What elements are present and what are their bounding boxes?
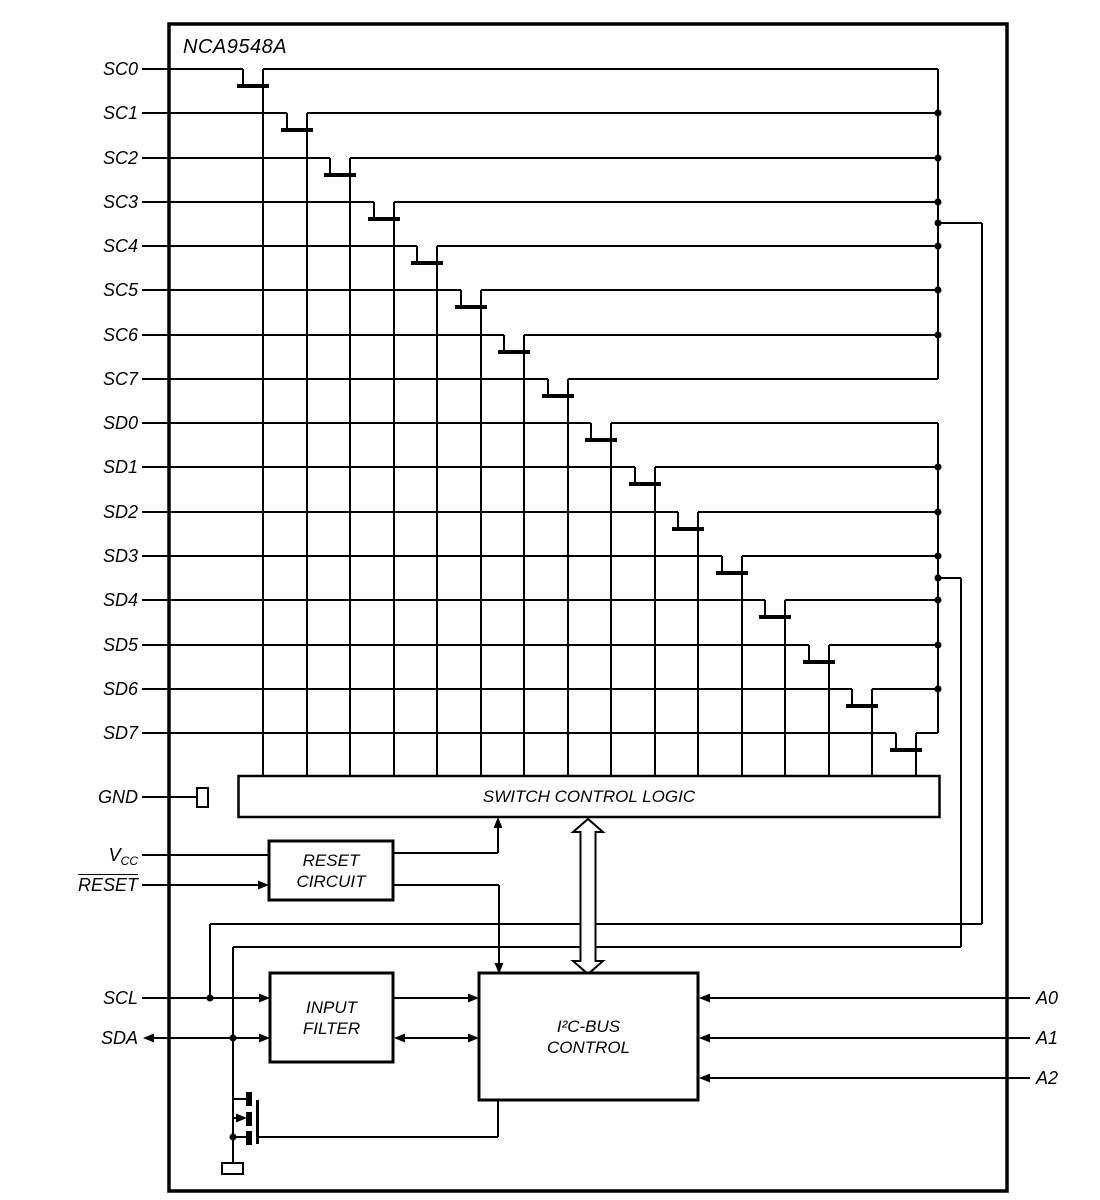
scl-label-text: SCL — [102, 988, 138, 1008]
pin-label-sd7: SD7 — [102, 723, 138, 743]
reset-circuit-text-line1: RESET — [302, 850, 360, 870]
sda-junction-dot — [230, 1035, 237, 1042]
pin-label-sc7: SC7 — [102, 369, 138, 389]
sd1-switch-gate-bar — [629, 482, 661, 486]
sc6-switch-gate-bar — [498, 350, 530, 354]
sda-label-text: SDA — [100, 1028, 138, 1048]
pin-label-a0: A0 — [1036, 988, 1059, 1008]
scl-to-filter-arrowhead — [259, 994, 270, 1003]
logic-i2c-double-arrow — [573, 819, 603, 974]
pin-label-sd2: SD2 — [102, 502, 138, 522]
mosfet-source-junction-dot — [230, 1134, 237, 1141]
pin-label-sd3: SD3 — [102, 546, 138, 566]
vcc-label-sub: CC — [120, 854, 138, 868]
sc7-switch-gate-bar — [542, 394, 574, 398]
input-filter-text-line2: FILTER — [302, 1018, 361, 1038]
reset-circuit-text-line2: CIRCUIT — [296, 871, 366, 891]
sd5-switch-gate-bar — [803, 660, 835, 664]
chip-title: NCA9548A — [183, 36, 288, 58]
sd4-switch-gate-bar — [759, 615, 791, 619]
pin-label-sd0: SD0 — [102, 413, 138, 433]
pin-label-sc3: SC3 — [102, 192, 138, 212]
sc5-switch-gate-bar — [455, 305, 487, 309]
pin-label-gnd — [40, 787, 138, 807]
sd3-switch-gate-bar — [716, 571, 748, 575]
sc0-switch-gate-bar — [237, 84, 269, 88]
reset-to-logic-arrowhead — [494, 817, 503, 828]
switch-control-logic-text: SWITCH CONTROL LOGIC — [482, 787, 696, 806]
pin-label-sc6: SC6 — [102, 325, 138, 345]
reset-label-text: RESET — [77, 875, 138, 895]
switch-control-logic-label — [238, 776, 940, 817]
gnd-label-text: GND — [98, 787, 138, 807]
sd0-switch-gate-bar — [585, 438, 617, 442]
reset-input-arrowhead — [258, 881, 269, 890]
filter-i2c-sda-left-arrowhead — [394, 1034, 405, 1043]
input-filter-label — [270, 973, 393, 1062]
i2c-bus-control-label — [479, 973, 698, 1100]
pin-label-sc4: SC4 — [102, 236, 138, 256]
pin-label-scl — [40, 988, 138, 1008]
sda-output-arrowhead — [143, 1034, 154, 1043]
pin-label-sd4: SD4 — [102, 590, 138, 610]
pin-label-sc2: SC2 — [102, 148, 138, 168]
sd7-switch-gate-bar — [890, 748, 922, 752]
sd2-switch-gate-bar — [672, 527, 704, 531]
i2c-bus-control-text-line2: CONTROL — [546, 1037, 631, 1057]
pin-label-sc1: SC1 — [102, 103, 138, 123]
mosfet-gate-bar — [256, 1100, 259, 1144]
sc2-switch-gate-bar — [324, 173, 356, 177]
pin-label-vcc — [40, 845, 138, 871]
mosfet-drain-bar — [246, 1092, 252, 1106]
sc3-switch-gate-bar — [368, 217, 400, 221]
input-filter-text-line1: INPUT — [306, 997, 357, 1017]
scl-bus-tap-dot — [935, 220, 942, 227]
pin-label-a1: A1 — [1036, 1028, 1059, 1048]
pin-label-sd5: SD5 — [102, 635, 138, 655]
pin-label-sc0: SC0 — [102, 59, 138, 79]
pin-label-sd6: SD6 — [102, 679, 138, 699]
filter-to-i2c-scl-arrowhead — [468, 994, 479, 1003]
vcc-label-base: V — [108, 845, 121, 865]
mosfet-body-arrowhead — [236, 1114, 247, 1123]
filter-i2c-sda-right-arrowhead — [468, 1034, 479, 1043]
mosfet-body-bar — [246, 1112, 252, 1126]
mosfet-source-bar — [246, 1131, 252, 1145]
sc1-switch-gate-bar — [281, 128, 313, 132]
scl-junction-dot — [207, 995, 214, 1002]
pin-label-a2: A2 — [1036, 1068, 1059, 1088]
gnd-pad — [197, 788, 208, 807]
reset-circuit-label — [269, 841, 393, 900]
sda-bus-tap-dot — [935, 575, 942, 582]
a0-arrowhead — [699, 994, 710, 1003]
a1-arrowhead — [699, 1034, 710, 1043]
pin-label-sc5: SC5 — [102, 280, 138, 300]
pin-label-reset — [40, 875, 138, 895]
i2c-bus-control-text-line1: I²C-BUS — [556, 1016, 621, 1036]
a2-arrowhead — [699, 1074, 710, 1083]
pin-label-sd1: SD1 — [102, 457, 138, 477]
sd6-switch-gate-bar — [846, 704, 878, 708]
sc4-switch-gate-bar — [411, 261, 443, 265]
pin-label-sda — [40, 1028, 138, 1048]
substrate-pad — [222, 1163, 243, 1174]
sda-to-filter-arrowhead — [259, 1034, 270, 1043]
